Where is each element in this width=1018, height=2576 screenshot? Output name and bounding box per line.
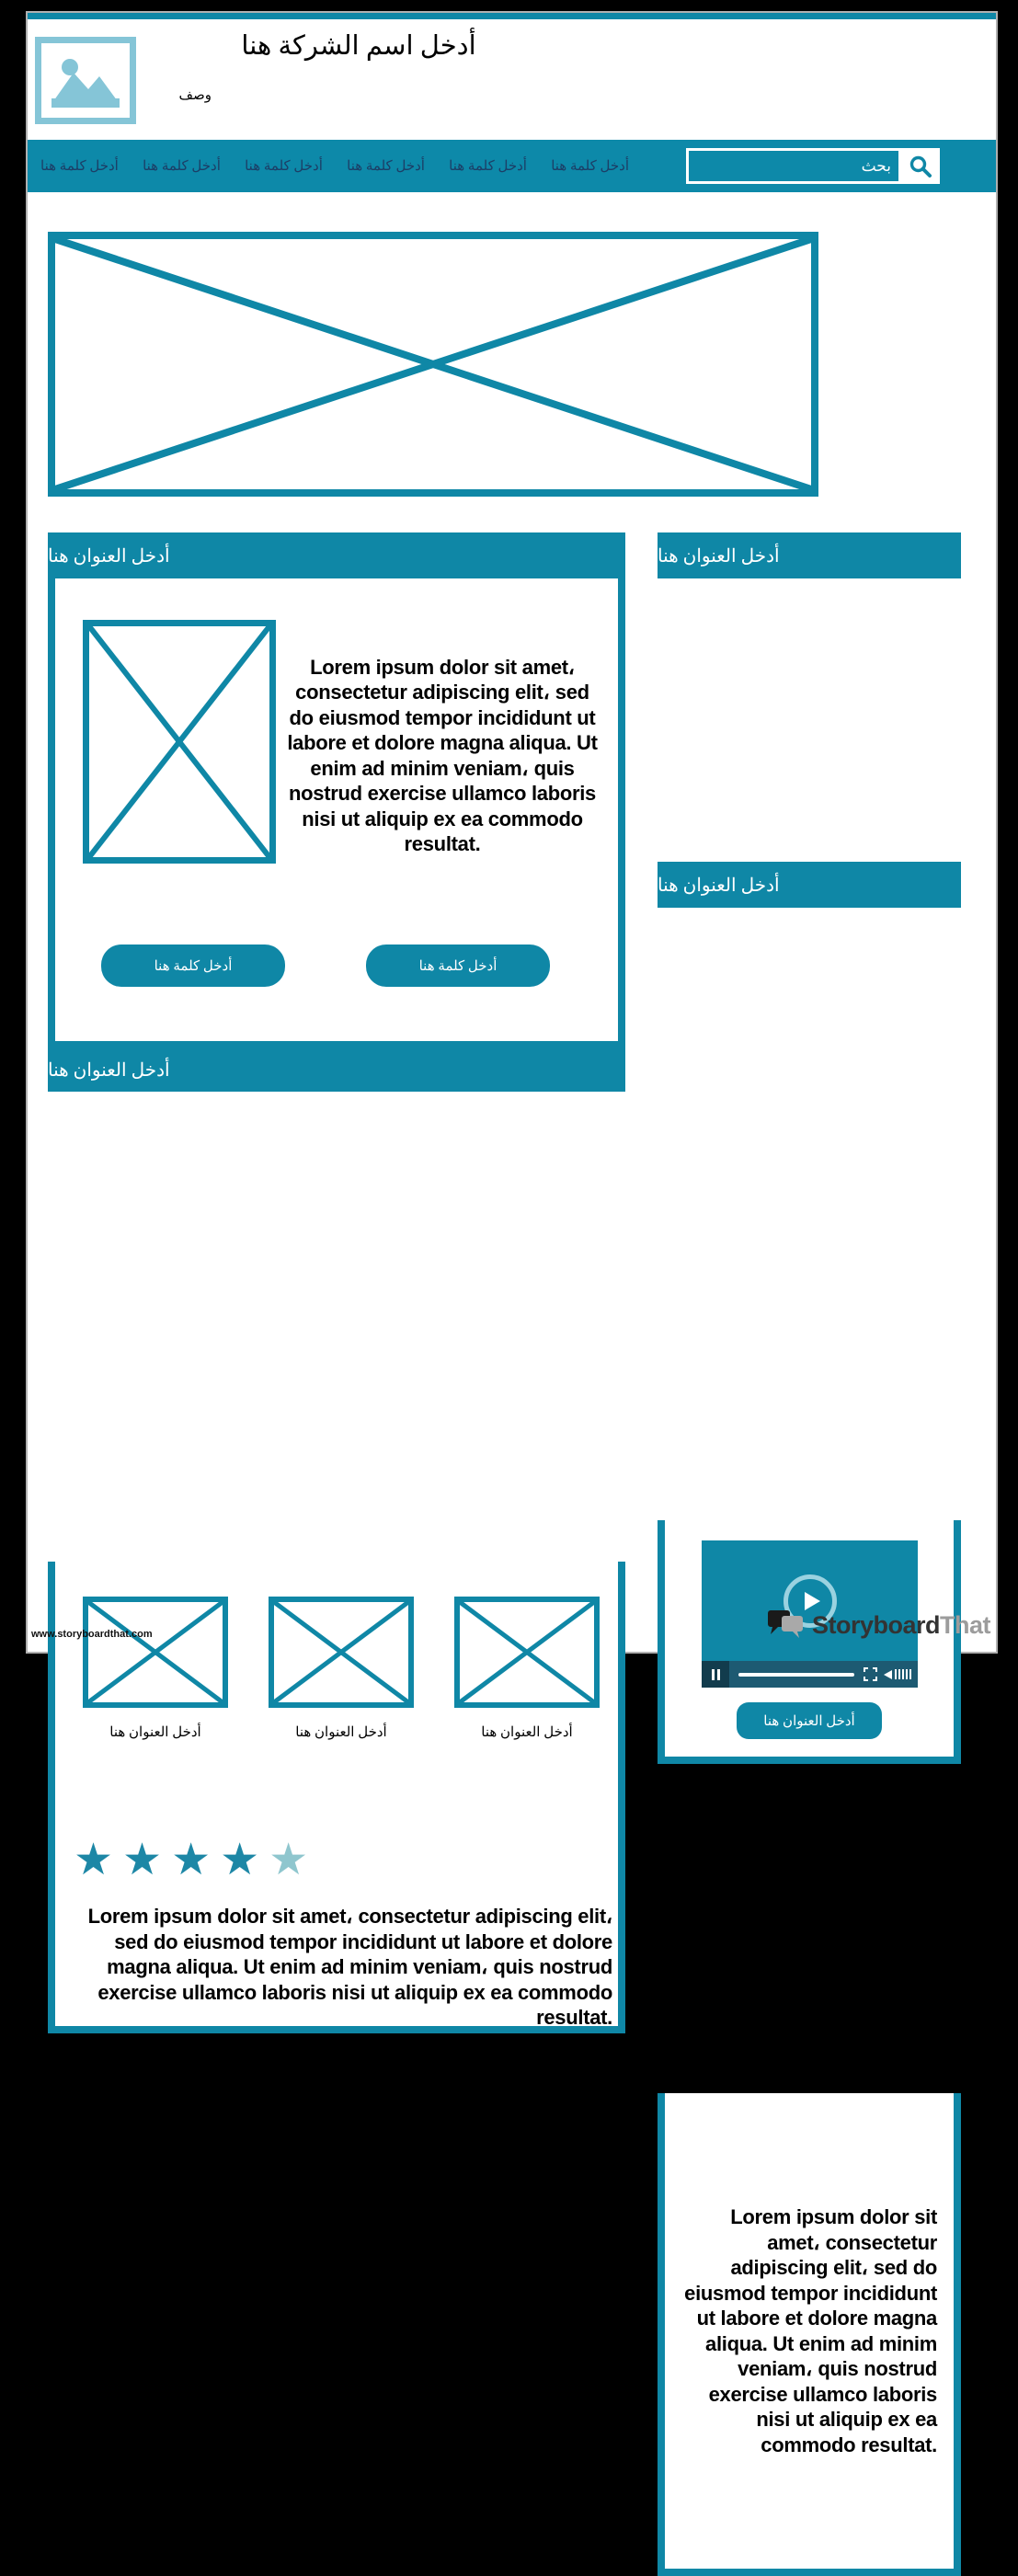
star-icon: ★ (220, 1834, 269, 1885)
figure-caption: أدخل العنوان هنا (295, 1725, 387, 1740)
play-icon (805, 1592, 820, 1610)
section-b-header (48, 1048, 625, 1092)
nav-item-1[interactable]: أدخل كلمة هنا (551, 159, 629, 174)
search-icon (909, 155, 932, 178)
cta-button-2[interactable]: أدخل كلمة هنا (366, 945, 550, 987)
search-button[interactable] (901, 148, 940, 184)
nav-item-6[interactable]: أدخل كلمة هنا (40, 159, 119, 174)
sidebar-text-body (658, 2093, 961, 2576)
nav-item-4[interactable]: أدخل كلمة هنا (245, 159, 323, 174)
hero-image-placeholder (48, 232, 818, 497)
section-a-header (48, 532, 625, 578)
section-a-title: أدخل العنوان هنا (48, 545, 170, 567)
speech-bubbles-icon (768, 1609, 805, 1641)
sidebar-video-header (658, 532, 961, 578)
nav-item-2[interactable]: أدخل كلمة هنا (449, 159, 527, 174)
figure-2 (269, 1597, 414, 1741)
placeholder-x-icon (55, 239, 811, 489)
pause-icon (712, 1669, 715, 1680)
figure-1 (83, 1597, 228, 1741)
sidebar-text-title: أدخل العنوان هنا (658, 875, 780, 896)
star-icon: ★ (171, 1834, 221, 1885)
content-image-placeholder (83, 620, 276, 864)
top-accent-strip (28, 13, 996, 19)
search-label: بحث (861, 156, 891, 175)
video-controls (702, 1661, 918, 1688)
progress-bar[interactable] (738, 1673, 854, 1677)
sidebar-text-header (658, 862, 961, 908)
sidebar-lorem-paragraph: Lorem ipsum dolor sit amet، consectetur adipiscing elit، sed do eiusmod tempor incididunt ut labore et dolore magna aliqua. Ut enim ad minim veniam، quis nostrud exercise ullamco laboris nisi ut aliquip ex ea commodo resultat. (684, 2205, 937, 2456)
fullscreen-icon[interactable] (864, 1667, 877, 1681)
nav-item-5[interactable]: أدخل كلمة هنا (143, 159, 221, 174)
search-input[interactable] (686, 148, 901, 184)
content-text-block (280, 601, 604, 910)
footer-website-url: www.storyboardthat.com (31, 1629, 153, 1640)
nav-item-3[interactable]: أدخل كلمة هنا (347, 159, 425, 174)
star-icon: ★ (122, 1834, 172, 1885)
star-icon: ★ (74, 1834, 123, 1885)
volume-icon[interactable] (884, 1670, 892, 1679)
thumbnail-placeholder (83, 1597, 228, 1708)
pause-icon (717, 1669, 720, 1680)
figure-row (55, 1597, 618, 1741)
company-name-title: أدخل اسم الشركة هنا (241, 31, 476, 61)
thumbnail-placeholder (269, 1597, 414, 1708)
brand-part-1: Storyboard (811, 1610, 940, 1639)
image-placeholder-icon (50, 52, 121, 109)
thumbnail-placeholder (454, 1597, 600, 1708)
company-description: وصف (178, 88, 212, 103)
section-b-title: أدخل العنوان هنا (48, 1059, 170, 1081)
placeholder-x-icon (460, 1602, 594, 1702)
brand-part-2: That (940, 1610, 990, 1639)
figure-3 (454, 1597, 600, 1741)
lorem-paragraph: Lorem ipsum dolor sit amet، consectetur adipiscing elit، sed do eiusmod tempor incididunt ut labore et dolore magna aliqua. Ut enim ad minim veniam، quis nostrud exercise ullamco laboris nisi ut aliquip ex ea commodo resultat. (287, 655, 598, 855)
placeholder-x-icon (274, 1602, 408, 1702)
sidebar-video-body (658, 1520, 961, 1764)
star-rating (74, 1834, 318, 1885)
volume-level-bars[interactable] (895, 1669, 911, 1679)
figure-caption: أدخل العنوان هنا (481, 1725, 573, 1740)
review-paragraph: Lorem ipsum dolor sit amet، consectetur adipiscing elit، sed do eiusmod tempor incididunt ut labore et dolore magna aliqua. Ut enim ad minim veniam، quis nostrud exercise ullamco laboris nisi ut aliquip ex ea commodo resultat. (87, 1905, 612, 2029)
section-a-body (48, 578, 625, 1048)
placeholder-x-icon (89, 626, 269, 857)
placeholder-x-icon (88, 1602, 223, 1702)
sidebar-video-title: أدخل العنوان هنا (658, 545, 780, 567)
figure-caption: أدخل العنوان هنا (109, 1725, 201, 1740)
video-screen[interactable] (702, 1540, 918, 1661)
brand-logo (768, 1609, 990, 1641)
brand-wordmark (812, 1611, 990, 1640)
wireframe-page (26, 11, 998, 2456)
nav-items (40, 140, 629, 192)
pause-button[interactable] (702, 1661, 729, 1688)
video-cta-button[interactable]: أدخل العنوان هنا (737, 1702, 882, 1739)
cta-button-1[interactable]: أدخل كلمة هنا (101, 945, 285, 987)
star-icon: ★ (269, 1834, 318, 1885)
navbar (28, 140, 996, 192)
company-logo-placeholder[interactable] (35, 37, 136, 124)
